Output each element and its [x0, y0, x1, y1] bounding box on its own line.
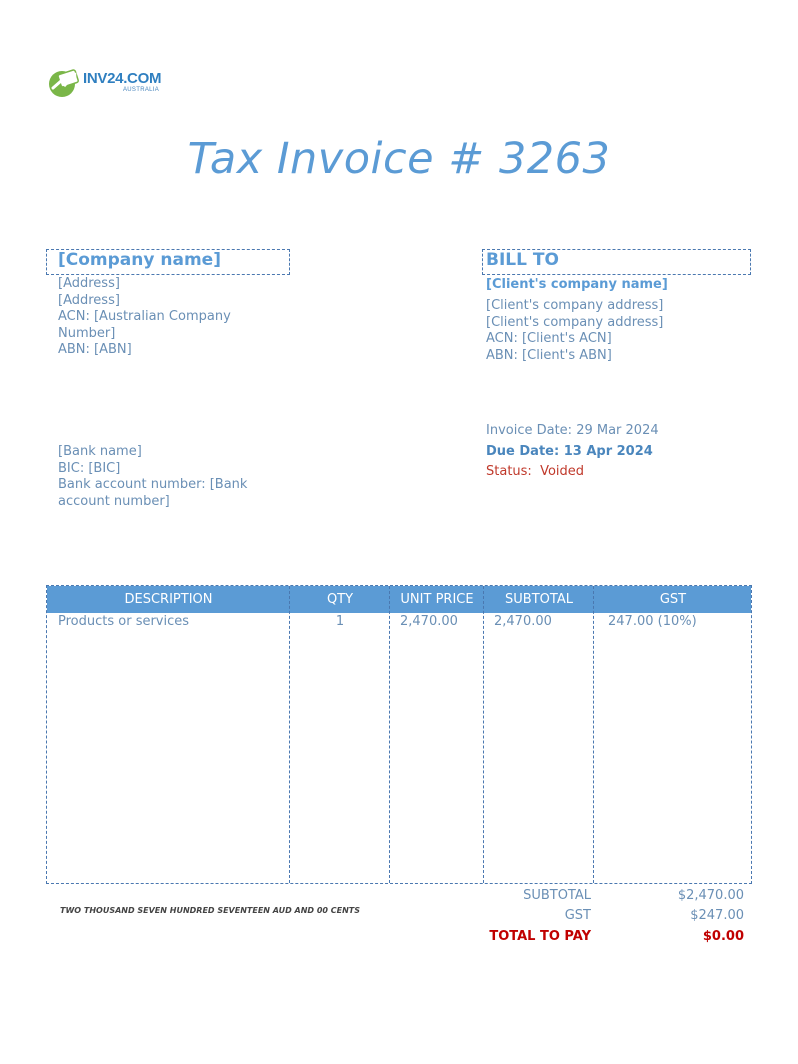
total-to-pay-label: TOTAL TO PAY: [489, 929, 591, 944]
amount-in-words: TWO THOUSAND SEVEN HUNDRED SEVENTEEN AUD AND 00 CENTS: [60, 906, 361, 915]
client-company-name: [Client's company name]: [486, 277, 668, 292]
client-abn: ABN: [Client's ABN]: [486, 347, 612, 363]
logo: [47, 66, 162, 100]
due-date: Due Date: 13 Apr 2024: [486, 444, 653, 459]
bank-details: [58, 444, 247, 510]
company-details: [58, 276, 231, 359]
header-unit-price: UNIT PRICE: [400, 592, 474, 607]
column-divider: [483, 586, 484, 883]
invoice-title: Tax Invoice # 3263: [187, 134, 611, 184]
status: [486, 464, 584, 479]
items-table: [46, 585, 752, 884]
client-details: [486, 298, 663, 364]
row-subtotal: 2,470.00: [494, 614, 552, 629]
company-address-2: [Address]: [58, 292, 120, 308]
company-name: [Company name]: [58, 250, 221, 270]
bank-account-cont: account number]: [58, 493, 170, 509]
status-value: Voided: [540, 464, 585, 479]
logo-brand: INV24.COM: [83, 70, 162, 87]
row-gst: 247.00 (10%): [608, 614, 697, 629]
subtotal-label: SUBTOTAL: [523, 888, 591, 903]
header-subtotal: SUBTOTAL: [505, 592, 573, 607]
client-address-2: [Client's company address]: [486, 314, 664, 330]
company-address-1: [Address]: [58, 276, 120, 291]
client-address-1: [Client's company address]: [486, 298, 664, 313]
client-acn: ACN: [Client's ACN]: [486, 331, 612, 347]
logo-icon: [47, 68, 81, 98]
company-acn-cont: Number]: [58, 325, 116, 341]
total-to-pay-value: $0.00: [702, 929, 744, 944]
gst-value: $247.00: [690, 908, 744, 923]
company-abn: ABN: [ABN]: [58, 342, 132, 358]
column-divider: [593, 586, 594, 883]
subtotal-value: $2,470.00: [677, 888, 744, 903]
column-divider: [389, 586, 390, 883]
row-unit-price: 2,470.00: [400, 614, 458, 629]
header-qty: QTY: [326, 592, 354, 607]
header-description: DESCRIPTION: [124, 592, 213, 607]
status-label: Status:: [486, 464, 532, 479]
bank-bic: BIC: [BIC]: [58, 460, 121, 476]
row-qty: 1: [335, 614, 345, 629]
logo-subtitle: AUSTRALIA: [123, 87, 160, 93]
bank-account: Bank account number: [Bank: [58, 477, 248, 493]
company-acn: ACN: [Australian Company: [58, 309, 231, 325]
invoice-date: Invoice Date: 29 Mar 2024: [486, 423, 659, 438]
table-header: [47, 586, 751, 613]
row-description: Products or services: [58, 614, 190, 629]
header-gst: GST: [659, 592, 687, 607]
column-divider: [289, 586, 290, 883]
bank-name: [Bank name]: [58, 444, 142, 459]
gst-label: GST: [564, 908, 591, 923]
bill-to-heading: BILL TO: [486, 250, 559, 270]
